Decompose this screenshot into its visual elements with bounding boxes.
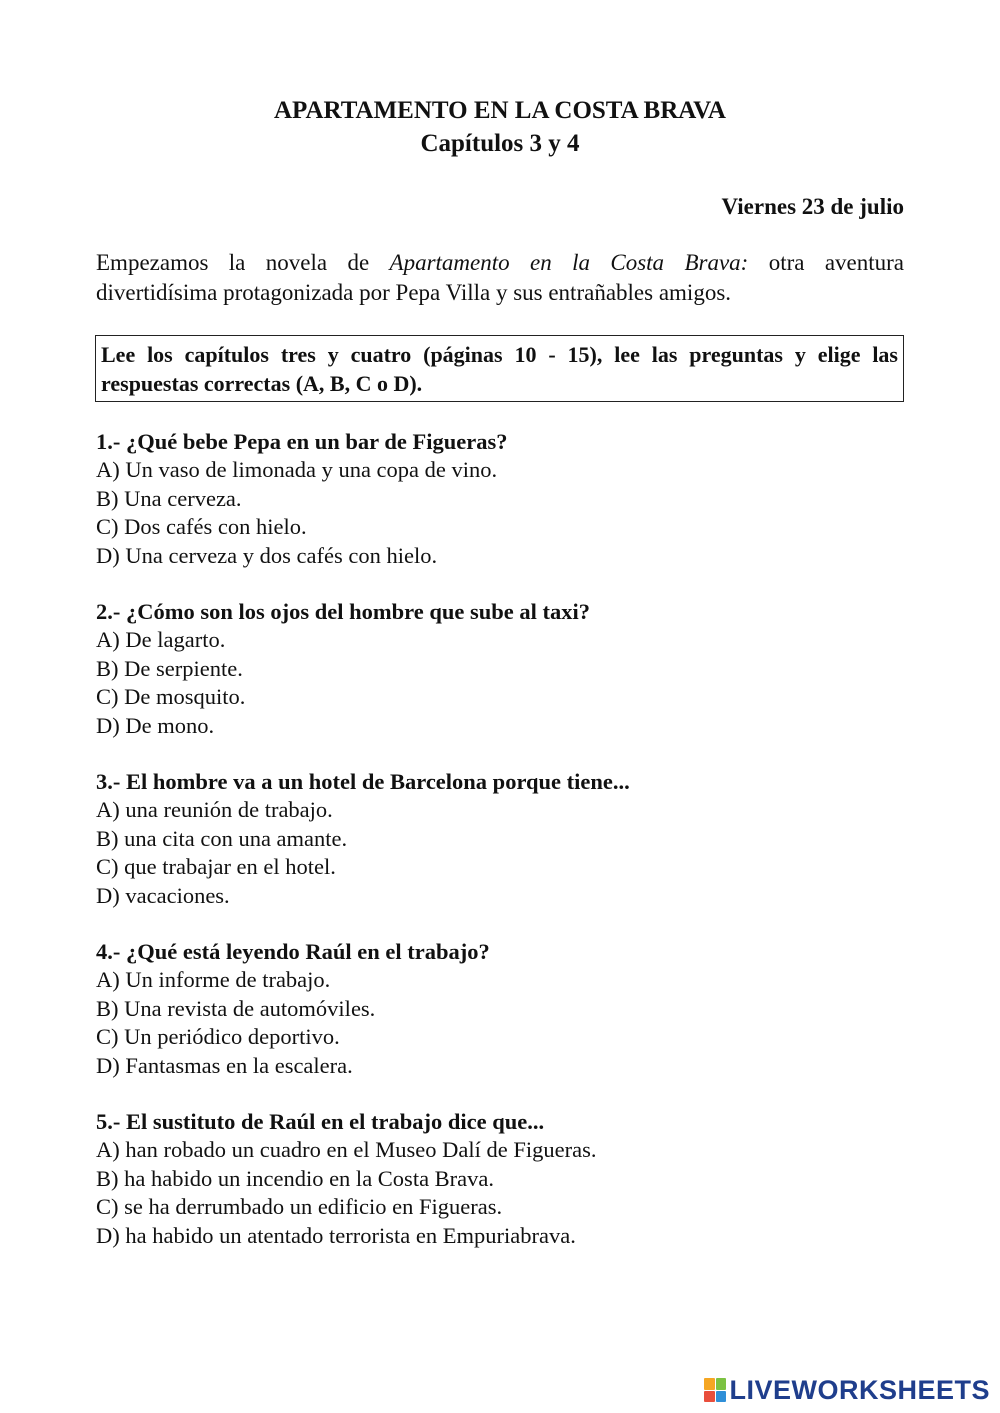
intro-paragraph xyxy=(96,248,904,308)
answer-option-d[interactable]: D) vacaciones. xyxy=(96,882,230,908)
answer-option-c[interactable]: C) De mosquito. xyxy=(96,684,246,710)
answer-option-d[interactable]: D) Una cerveza y dos cafés con hielo. xyxy=(96,542,438,568)
intro-line-2: divertidísima protagonizada por Pepa Villa y sus entrañables amigos. xyxy=(96,280,732,305)
answer-option-b[interactable]: B) Una cerveza. xyxy=(96,485,242,511)
intro-suffix: otra aventura xyxy=(768,250,905,275)
answer-option-a[interactable]: A) Un informe de trabajo. xyxy=(96,967,331,993)
intro-prefix: Empezamos la novela de xyxy=(96,250,370,275)
logo-square-1 xyxy=(704,1378,715,1390)
intro-line-1 xyxy=(96,248,904,278)
answer-option-b[interactable]: B) una cita con una amante. xyxy=(96,825,348,851)
intro-book-title: Apartamento en la Costa Brava: xyxy=(389,250,749,275)
document-subtitle: Capítulos 3 y 4 xyxy=(420,130,580,157)
answer-option-a[interactable]: A) una reunión de trabajo. xyxy=(96,797,333,823)
question-title: 1.- ¿Qué bebe Pepa en un bar de Figueras? xyxy=(96,429,508,454)
answer-option-b[interactable]: B) De serpiente. xyxy=(96,655,243,681)
liveworksheets-logo-icon xyxy=(704,1378,726,1402)
question-5 xyxy=(96,1108,916,1250)
question-title: 2.- ¿Cómo son los ojos del hombre que sube al taxi? xyxy=(96,599,591,624)
instruction-line-2: respuestas correctas (A, B, C o D). xyxy=(101,371,423,396)
question-4 xyxy=(96,938,916,1080)
answer-option-c[interactable]: C) Dos cafés con hielo. xyxy=(96,514,307,540)
answer-option-d[interactable]: D) ha habido un atentado terrorista en Empuriabrava. xyxy=(96,1222,576,1248)
answer-option-b[interactable]: B) Una revista de automóviles. xyxy=(96,995,376,1021)
answer-option-c[interactable]: C) que trabajar en el hotel. xyxy=(96,854,336,880)
answer-option-d[interactable]: D) De mono. xyxy=(96,712,215,738)
instruction-box xyxy=(95,335,904,402)
document-date: Viernes 23 de julio xyxy=(721,194,904,219)
answer-option-b[interactable]: B) ha habido un incendio en la Costa Brava. xyxy=(96,1165,495,1191)
question-1 xyxy=(96,428,916,570)
question-2 xyxy=(96,598,916,740)
answer-option-a[interactable]: A) Un vaso de limonada y una copa de vino. xyxy=(96,457,498,483)
liveworksheets-logo[interactable] xyxy=(704,1375,990,1405)
question-title: 5.- El sustituto de Raúl en el trabajo dice que... xyxy=(96,1109,545,1134)
instruction-line-1: Lee los capítulos tres y cuatro (páginas 10 - 15), lee las preguntas y elige las xyxy=(101,342,898,367)
question-title: 3.- El hombre va a un hotel de Barcelona porque tiene... xyxy=(96,769,630,794)
answer-option-a[interactable]: A) De lagarto. xyxy=(96,627,226,653)
logo-square-2 xyxy=(716,1378,727,1390)
answer-option-d[interactable]: D) Fantasmas en la escalera. xyxy=(96,1052,353,1078)
question-title: 4.- ¿Qué está leyendo Raúl en el trabajo? xyxy=(96,939,490,964)
liveworksheets-logo-text: LIVEWORKSHEETS xyxy=(729,1375,990,1405)
answer-option-c[interactable]: C) se ha derrumbado un edificio en Figueras. xyxy=(96,1194,503,1220)
answer-option-a[interactable]: A) han robado un cuadro en el Museo Dalí de Figueras. xyxy=(96,1137,597,1163)
logo-square-4 xyxy=(716,1391,727,1403)
document-title: APARTAMENTO EN LA COSTA BRAVA xyxy=(274,97,726,124)
question-3 xyxy=(96,768,916,910)
answer-option-c[interactable]: C) Un periódico deportivo. xyxy=(96,1024,340,1050)
logo-square-3 xyxy=(704,1391,715,1403)
